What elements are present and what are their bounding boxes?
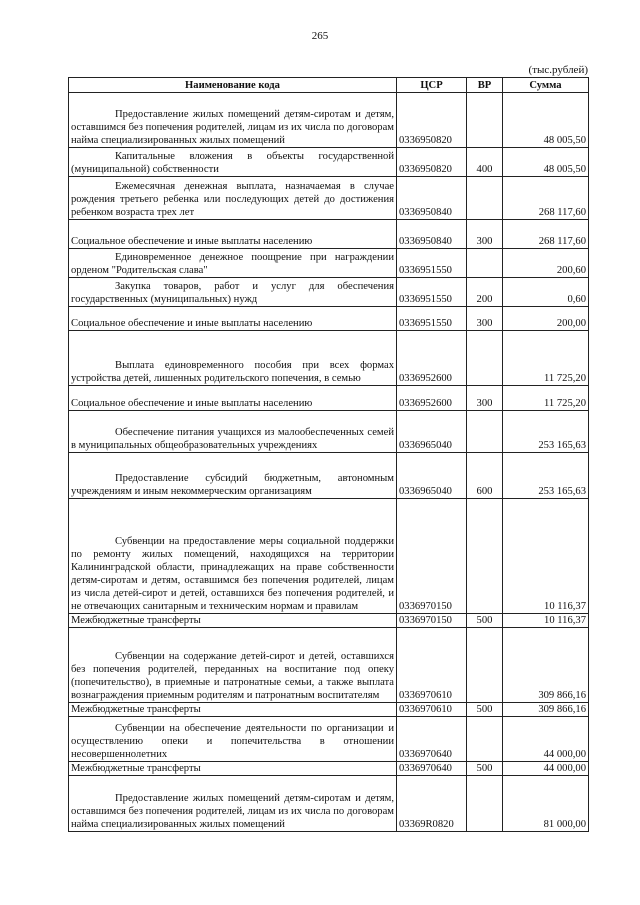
row-vr: 500: [467, 703, 503, 717]
table-row: [69, 614, 589, 628]
row-sum: 11 725,20: [503, 386, 589, 411]
table-row: [69, 411, 589, 453]
row-csr: 0336951550: [397, 278, 467, 307]
table-row: [69, 628, 589, 703]
row-csr: 0336950840: [397, 220, 467, 249]
row-sum: 81 000,00: [503, 776, 589, 832]
row-sum: 309 866,16: [503, 703, 589, 717]
row-name: Предоставление жилых помещений детям-сиротам и детям, оставшимся без попечения родителей, лицам из их числа по договорам найма специализированных жилых помещений: [69, 776, 397, 832]
row-sum: 200,00: [503, 307, 589, 331]
row-vr: [467, 717, 503, 762]
row-vr: [467, 499, 503, 614]
header-csr: ЦСР: [397, 78, 467, 93]
row-vr: [467, 331, 503, 386]
row-name: Обеспечение питания учащихся из малообеспеченных семей в муниципальных общеобразовательных учреждениях: [69, 411, 397, 453]
row-name: Социальное обеспечение и иные выплаты населению: [69, 220, 397, 249]
table-row: [69, 762, 589, 776]
row-sum: 44 000,00: [503, 717, 589, 762]
row-vr: 300: [467, 220, 503, 249]
row-name: Межбюджетные трансферты: [69, 762, 397, 776]
row-name: Выплата единовременного пособия при всех формах устройства детей, лишенных родительского попечения, в семью: [69, 331, 397, 386]
row-vr: 600: [467, 453, 503, 499]
row-sum: 11 725,20: [503, 331, 589, 386]
row-name: Межбюджетные трансферты: [69, 703, 397, 717]
table-row: [69, 249, 589, 278]
table-row: [69, 453, 589, 499]
row-sum: 10 116,37: [503, 499, 589, 614]
row-csr: 0336965040: [397, 411, 467, 453]
header-sum: Сумма: [503, 78, 589, 93]
row-sum: 44 000,00: [503, 762, 589, 776]
row-vr: [467, 628, 503, 703]
row-vr: 500: [467, 762, 503, 776]
table-row: [69, 776, 589, 832]
row-csr: 0336950820: [397, 148, 467, 177]
row-vr: [467, 249, 503, 278]
row-csr: 0336951550: [397, 307, 467, 331]
table-row: [69, 93, 589, 148]
header-vr: ВР: [467, 78, 503, 93]
row-csr: 0336950840: [397, 177, 467, 220]
row-vr: [467, 411, 503, 453]
row-sum: 10 116,37: [503, 614, 589, 628]
row-name: Субвенции на обеспечение деятельности по организации и осуществлению опеки и попечительства в отношении несовершеннолетних: [69, 717, 397, 762]
row-sum: 253 165,63: [503, 411, 589, 453]
row-csr: 0336970150: [397, 614, 467, 628]
table-row: [69, 220, 589, 249]
units-label: (тыс.рублей): [528, 64, 588, 76]
row-vr: 500: [467, 614, 503, 628]
row-csr: 0336970150: [397, 499, 467, 614]
row-csr: 0336950820: [397, 93, 467, 148]
row-name: Закупка товаров, работ и услуг для обеспечения государственных (муниципальных) нужд: [69, 278, 397, 307]
row-vr: 300: [467, 386, 503, 411]
row-name: Предоставление жилых помещений детям-сиротам и детям, оставшимся без попечения родителей, лицам из их числа по договорам найма специализированных жилых помещений: [69, 93, 397, 148]
row-vr: 300: [467, 307, 503, 331]
row-csr: 0336970610: [397, 628, 467, 703]
table-row: [69, 278, 589, 307]
table-row: [69, 386, 589, 411]
row-csr: 03369R0820: [397, 776, 467, 832]
budget-table: [68, 77, 589, 832]
row-vr: [467, 93, 503, 148]
row-sum: 0,60: [503, 278, 589, 307]
row-csr: 0336970640: [397, 762, 467, 776]
row-sum: 309 866,16: [503, 628, 589, 703]
header-name: Наименование кода: [69, 78, 397, 93]
row-csr: 0336952600: [397, 386, 467, 411]
row-sum: 253 165,63: [503, 453, 589, 499]
table-header-row: [69, 78, 589, 93]
row-csr: 0336952600: [397, 331, 467, 386]
row-vr: 400: [467, 148, 503, 177]
table-row: [69, 703, 589, 717]
row-csr: 0336970640: [397, 717, 467, 762]
row-name: Социальное обеспечение и иные выплаты населению: [69, 386, 397, 411]
table-row: [69, 331, 589, 386]
row-vr: [467, 776, 503, 832]
table-row: [69, 307, 589, 331]
row-vr: [467, 177, 503, 220]
row-name: Единовременное денежное поощрение при награждении орденом "Родительская слава": [69, 249, 397, 278]
row-name: Субвенции на предоставление меры социальной поддержки по ремонту жилых помещений, находящихся на территории Калининградской области, принадлежащих на праве собственности детям-сиротам и детям, оставшимся без попечения родителей, лицам из числа детей-сирот и детей, оставшихся без попечения родителей, и не отвечающих санитарным и техническим нормам и правилам: [69, 499, 397, 614]
row-sum: 268 117,60: [503, 220, 589, 249]
page-number: 265: [311, 30, 329, 42]
row-name: Ежемесячная денежная выплата, назначаемая в случае рождения третьего ребенка или последующих детей до достижения ребенком возраста трех лет: [69, 177, 397, 220]
row-csr: 0336951550: [397, 249, 467, 278]
row-sum: 200,60: [503, 249, 589, 278]
row-name: Капитальные вложения в объекты государственной (муниципальной) собственности: [69, 148, 397, 177]
row-sum: 268 117,60: [503, 177, 589, 220]
row-sum: 48 005,50: [503, 93, 589, 148]
row-csr: 0336970610: [397, 703, 467, 717]
table-row: [69, 177, 589, 220]
table-row: [69, 499, 589, 614]
row-sum: 48 005,50: [503, 148, 589, 177]
table-row: [69, 717, 589, 762]
row-name: Предоставление субсидий бюджетным, автономным учреждениям и иным некоммерческим организациям: [69, 453, 397, 499]
row-csr: 0336965040: [397, 453, 467, 499]
row-name: Социальное обеспечение и иные выплаты населению: [69, 307, 397, 331]
row-name: Межбюджетные трансферты: [69, 614, 397, 628]
row-name: Субвенции на содержание детей-сирот и детей, оставшихся без попечения родителей, переданных на воспитание под опеку (попечительство), в приемные и патронатные семьи, а также выплата вознаграждения приемным родителям и патронатным воспитателям: [69, 628, 397, 703]
row-vr: 200: [467, 278, 503, 307]
table-row: [69, 148, 589, 177]
